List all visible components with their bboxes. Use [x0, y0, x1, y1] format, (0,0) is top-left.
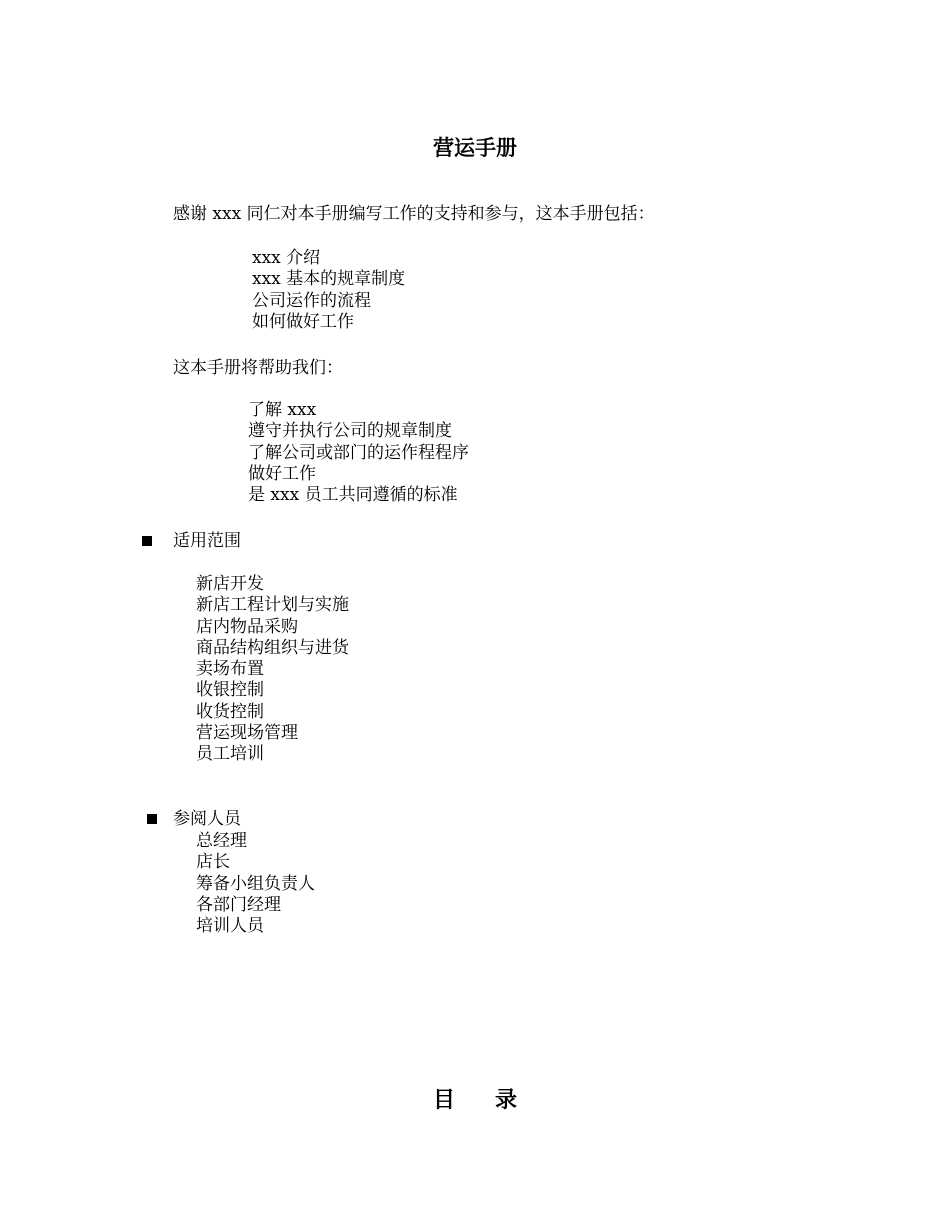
list-item: 员工培训	[196, 744, 264, 765]
list-item: 总经理	[196, 831, 247, 851]
list-item: 是 xxx 员工共同遵循的标准	[248, 485, 458, 506]
contents-list	[252, 248, 405, 333]
list-item: xxx 基本的规章制度	[252, 269, 406, 290]
help-intro-paragraph: 这本手册将帮助我们：	[173, 358, 343, 378]
scope-heading: 适用范围	[173, 531, 241, 551]
intro-paragraph: 感谢 xxx 同仁对本手册编写工作的支持和参与，这本手册包括：	[173, 204, 655, 224]
list-item: 如何做好工作	[252, 311, 354, 332]
list-item: 筹备小组负责人	[196, 873, 315, 894]
list-item: 商品结构组织与进货	[196, 637, 349, 658]
list-item: 了解公司或部门的运作程程序	[248, 442, 469, 463]
list-item: xxx 介绍	[252, 248, 321, 268]
readers-heading: 参阅人员	[173, 809, 241, 829]
scope-list	[196, 574, 349, 766]
list-item: 各部门经理	[196, 894, 281, 915]
help-list	[248, 400, 469, 506]
readers-list	[196, 831, 315, 937]
list-item: 了解 xxx	[248, 400, 317, 420]
list-item: 培训人员	[196, 916, 264, 937]
list-item: 遵守并执行公司的规章制度	[248, 421, 452, 442]
list-item: 营运现场管理	[196, 723, 298, 744]
list-item: 公司运作的流程	[252, 290, 371, 311]
list-item: 做好工作	[248, 463, 316, 484]
list-item: 收货控制	[196, 701, 264, 722]
list-item: 卖场布置	[196, 659, 264, 680]
square-bullet-icon	[147, 814, 157, 824]
document-title: 营运手册	[433, 136, 517, 160]
list-item: 新店工程计划与实施	[196, 595, 349, 616]
list-item: 新店开发	[196, 574, 264, 594]
square-bullet-icon	[142, 536, 152, 546]
toc-title: 目录	[432, 1088, 557, 1113]
list-item: 店长	[196, 852, 230, 873]
list-item: 收银控制	[196, 680, 264, 701]
list-item: 店内物品采购	[196, 616, 298, 637]
